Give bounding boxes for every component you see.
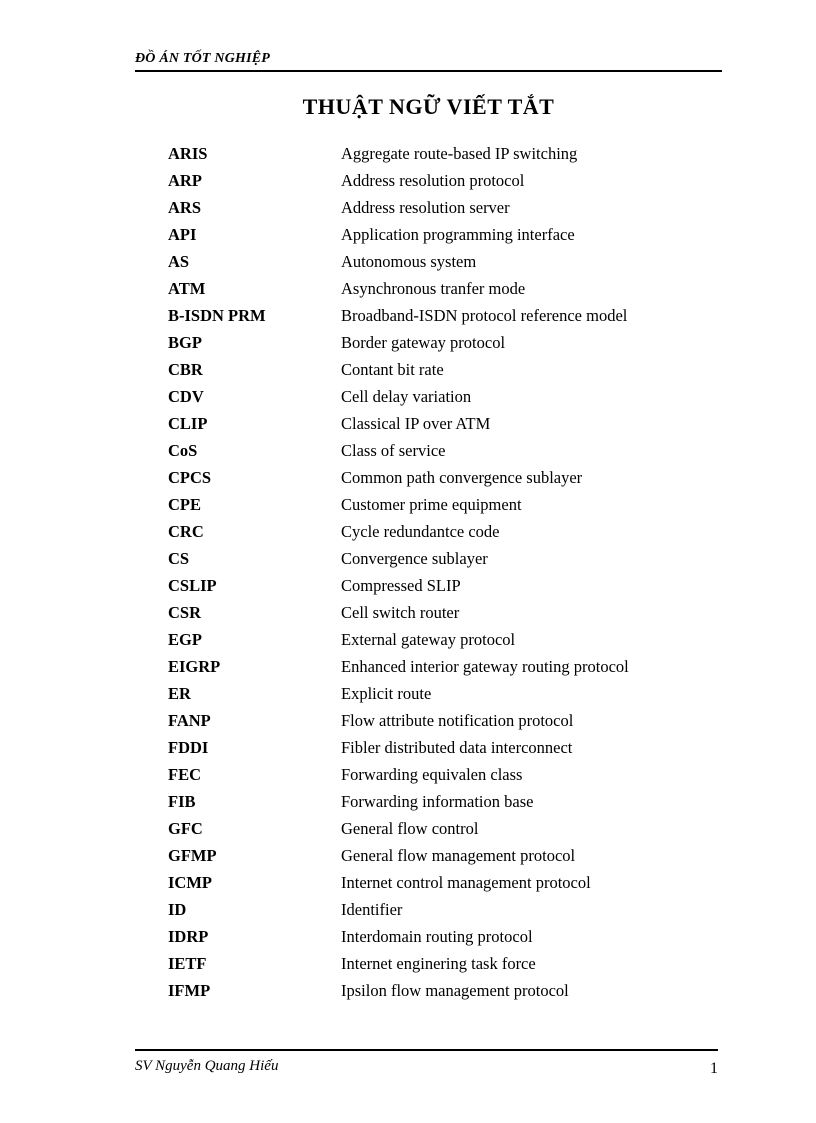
definition: Interdomain routing protocol xyxy=(341,927,533,946)
definition: Cell switch router xyxy=(341,603,460,622)
glossary-row xyxy=(168,331,728,358)
glossary-row xyxy=(168,385,728,412)
definition: Border gateway protocol xyxy=(341,333,506,352)
abbreviation: FDDI xyxy=(168,738,209,757)
glossary-row xyxy=(168,979,728,1006)
abbreviation: IETF xyxy=(168,954,207,973)
definition: Forwarding equivalen class xyxy=(341,765,523,784)
abbreviation: EIGRP xyxy=(168,657,221,676)
definition: Address resolution protocol xyxy=(341,171,525,190)
glossary-row xyxy=(168,898,728,925)
definition: Enhanced interior gateway routing protocol xyxy=(341,657,629,676)
glossary-row xyxy=(168,871,728,898)
glossary-row xyxy=(168,223,728,250)
definition: Cycle redundantce code xyxy=(341,522,500,541)
definition: Classical IP over ATM xyxy=(341,414,491,433)
definition: General flow management protocol xyxy=(341,846,576,865)
abbreviation: ID xyxy=(168,900,187,919)
definition: Application programming interface xyxy=(341,225,575,244)
definition: Asynchronous tranfer mode xyxy=(341,279,526,298)
abbreviation: GFMP xyxy=(168,846,217,865)
definition: External gateway protocol xyxy=(341,630,516,649)
glossary-row xyxy=(168,547,728,574)
glossary-row xyxy=(168,601,728,628)
glossary-row xyxy=(168,844,728,871)
glossary-row xyxy=(168,358,728,385)
glossary-row xyxy=(168,196,728,223)
abbreviation: CPCS xyxy=(168,468,212,487)
abbreviation: B-ISDN PRM xyxy=(168,306,266,325)
definition: Internet enginering task force xyxy=(341,954,536,973)
definition: Broadband-ISDN protocol reference model xyxy=(341,306,628,325)
abbreviation: CPE xyxy=(168,495,201,514)
page-header xyxy=(135,50,722,72)
glossary-row xyxy=(168,790,728,817)
abbreviation: CSR xyxy=(168,603,202,622)
abbreviation: CS xyxy=(168,549,190,568)
definition: Flow attribute notification protocol xyxy=(341,711,574,730)
abbreviation: CoS xyxy=(168,441,198,460)
abbreviation: BGP xyxy=(168,333,202,352)
definition: Identifier xyxy=(341,900,403,919)
glossary-row xyxy=(168,682,728,709)
page-number: 1 xyxy=(710,1060,718,1077)
abbreviation: IDRP xyxy=(168,927,209,946)
definition: Fibler distributed data interconnect xyxy=(341,738,573,757)
abbreviation: AS xyxy=(168,252,190,271)
abbreviation: ARP xyxy=(168,171,202,190)
glossary-row xyxy=(168,628,728,655)
definition: Class of service xyxy=(341,441,446,460)
definition: Forwarding information base xyxy=(341,792,534,811)
glossary-row xyxy=(168,142,728,169)
glossary-row xyxy=(168,817,728,844)
abbreviation: ATM xyxy=(168,279,206,298)
glossary-row xyxy=(168,169,728,196)
abbreviation-list xyxy=(168,142,728,1006)
abbreviation: GFC xyxy=(168,819,203,838)
abbreviation: IFMP xyxy=(168,981,211,1000)
header-title: ĐỒ ÁN TỐT NGHIỆP xyxy=(135,51,271,66)
definition: General flow control xyxy=(341,819,479,838)
definition: Aggregate route-based IP switching xyxy=(341,144,578,163)
definition: Autonomous system xyxy=(341,252,477,271)
glossary-row xyxy=(168,250,728,277)
abbreviation: CSLIP xyxy=(168,576,217,595)
glossary-row xyxy=(168,574,728,601)
definition: Compressed SLIP xyxy=(341,576,461,595)
glossary-row xyxy=(168,412,728,439)
definition: Internet control management protocol xyxy=(341,873,591,892)
abbreviation: FIB xyxy=(168,792,196,811)
glossary-row xyxy=(168,277,728,304)
definition: Address resolution server xyxy=(341,198,510,217)
abbreviation: EGP xyxy=(168,630,202,649)
definition: Cell delay variation xyxy=(341,387,472,406)
glossary-row xyxy=(168,952,728,979)
footer-divider xyxy=(135,1049,718,1051)
abbreviation: ICMP xyxy=(168,873,212,892)
abbreviation: ER xyxy=(168,684,191,703)
abbreviation: FANP xyxy=(168,711,211,730)
glossary-row xyxy=(168,709,728,736)
abbreviation: ARIS xyxy=(168,144,208,163)
glossary-row xyxy=(168,439,728,466)
abbreviation: API xyxy=(168,225,197,244)
glossary-row xyxy=(168,466,728,493)
glossary-row xyxy=(168,763,728,790)
footer-author: SV Nguyễn Quang Hiếu xyxy=(135,1058,279,1074)
glossary-row xyxy=(168,655,728,682)
abbreviation: FEC xyxy=(168,765,201,784)
definition: Convergence sublayer xyxy=(341,549,488,568)
definition: Ipsilon flow management protocol xyxy=(341,981,569,1000)
definition: Customer prime equipment xyxy=(341,495,522,514)
page-title: THUẬT NGỮ VIẾT TẮT xyxy=(302,94,555,119)
glossary-row xyxy=(168,493,728,520)
abbreviation: CLIP xyxy=(168,414,208,433)
glossary-row xyxy=(168,925,728,952)
definition: Common path convergence sublayer xyxy=(341,468,583,487)
abbreviation: CDV xyxy=(168,387,204,406)
abbreviation: CBR xyxy=(168,360,203,379)
definition: Explicit route xyxy=(341,684,432,703)
abbreviation: ARS xyxy=(168,198,202,217)
abbreviation: CRC xyxy=(168,522,204,541)
glossary-row xyxy=(168,736,728,763)
glossary-row xyxy=(168,304,728,331)
definition: Contant bit rate xyxy=(341,360,444,379)
glossary-row xyxy=(168,520,728,547)
